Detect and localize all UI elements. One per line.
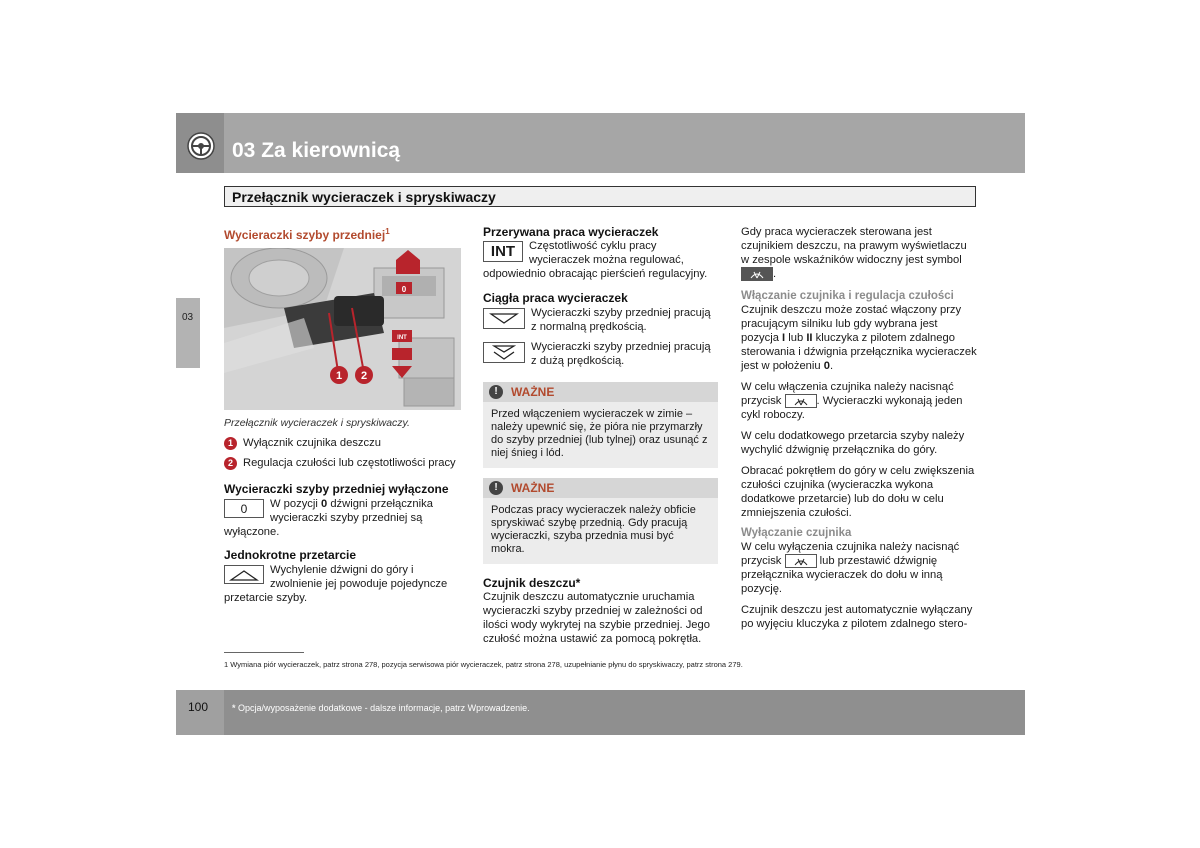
page-number-box xyxy=(176,690,224,735)
rain-sensor-button-icon[interactable] xyxy=(785,554,817,568)
fast-speed-down-icon xyxy=(483,342,525,363)
auto-off-text: Czujnik deszczu jest automatycznie wyłączany po wyjęciu kluczyka z pilotem zdalnego stero- xyxy=(741,604,973,631)
photo-callout-2: 2 xyxy=(360,370,368,382)
continuous-normal-row xyxy=(483,306,718,334)
important-note-text: Podczas pracy wycieraczek należy obficie spryskiwać szybę przednią. Gdy pracują wycieraczki, szyba przednia musi być mokra. xyxy=(491,504,696,555)
column-2 xyxy=(483,225,718,646)
sensor-on-heading: Włączanie czujnika i regulacja czułości xyxy=(741,290,954,303)
continuous-fast-row xyxy=(483,340,718,368)
important-note-2 xyxy=(483,478,718,564)
important-note-header xyxy=(483,382,718,402)
wipers-heading: Wycieraczki szyby przedniej$^1$ xyxy=(224,227,390,242)
interval-wipe-text: Częstotliwość cyklu pracy wycieraczek można regulować, odpowiednio obracając pierścień regulacyjny. xyxy=(483,240,708,280)
rain-sensor-button-icon[interactable] xyxy=(785,394,817,408)
footer-star: * xyxy=(232,703,236,713)
list-item-text: Regulacja czułości lub częstotliwości pracy xyxy=(243,457,456,469)
continuous-normal-text: Wycieraczki szyby przedniej pracują z normalną prędkością. xyxy=(531,307,711,333)
single-wipe-row xyxy=(224,563,461,605)
wipers-off-text: W pozycji 0 dźwigni przełącznika wycieraczki szyby przedniej są wyłączone. xyxy=(224,498,433,538)
chapter-title: 03 Za kierownicą xyxy=(232,139,401,162)
rain-sensor-display-text: Gdy praca wycieraczek sterowana jest czujnikiem deszczu, na prawym wyświetlaczu w zespole wskaźników widoczny jest symbol . xyxy=(741,226,967,280)
footer-note: * Opcja/wyposażenie dodatkowe - dalsze informacje, patrz Wprowadzenie. xyxy=(232,703,530,713)
list-item-text: Wyłącznik czujnika deszczu xyxy=(243,437,381,449)
important-note-text: Przed włączeniem wycieraczek w zimie – należy upewnić się, że pióra nie przymarzły do szyby przedniej (lub tylnej) oraz usunąć z niej śnieg i lód. xyxy=(491,408,708,459)
single-wipe-heading: Jednokrotne przetarcie xyxy=(224,548,357,562)
callout-number-2: 2 xyxy=(224,457,237,470)
sensor-on-text: Czujnik deszczu może zostać włączony przy pracującym silniku lub gdy wybrana jest pozycja I lub II kluczyka z pilotem zdalnego sterowania i dźwignia przełącznika wycieraczek jest w położeniu 0. xyxy=(741,304,977,373)
important-note-title: WAŻNE xyxy=(511,385,555,399)
single-wipe-text: Wychylenie dźwigni do góry i zwolnienie jej powoduje pojedyncze przetarcie szyby. xyxy=(224,564,448,604)
continuous-fast-text: Wycieraczki szyby przedniej pracują z dużą prędkością. xyxy=(531,341,711,367)
important-note-title: WAŻNE xyxy=(511,481,555,495)
normal-speed-down-icon xyxy=(483,308,525,329)
footnote-divider xyxy=(224,652,304,653)
sensor-off-heading: Wyłączanie czujnika xyxy=(741,527,852,540)
sensor-off-text: W celu wyłączenia czujnika należy nacisnąć przycisk lub przestawić dźwignię przełącznika wycieraczek do dołu w inną pozycję. xyxy=(741,541,960,596)
sensitivity-text: Obracać pokrętłem do góry w celu zwiększenia czułości czujnika (wycieraczka wykona dodatkowe przetarcie) lub do dołu w celu zmniejszenia czułości. xyxy=(741,465,975,520)
wiper-stalk-photo xyxy=(224,248,461,410)
single-wipe-up-icon xyxy=(224,565,264,584)
photo-label-int: INT xyxy=(397,335,407,341)
important-note-header xyxy=(483,478,718,498)
wiper-stalk-illustration xyxy=(224,248,461,410)
callout-number-1: 1 xyxy=(224,437,237,450)
interval-wipe-row xyxy=(483,239,718,281)
zero-position-symbol: 0 xyxy=(224,499,264,518)
steering-wheel-icon xyxy=(186,131,216,161)
side-tab-label: 03 xyxy=(182,312,194,323)
rain-sensor-heading: Czujnik deszczu* xyxy=(483,576,581,590)
page-number: 100 xyxy=(188,700,209,714)
exclamation-icon: ! xyxy=(489,481,503,495)
wipers-off-row xyxy=(224,497,461,539)
rain-sensor-text: Czujnik deszczu automatycznie uruchamia wycieraczki szyby przedniej w zależności od ilości wody wykrytej na szybie przedniej. Jego czułość można ustawić za pomocą pokrętła. xyxy=(483,591,710,645)
column-1 xyxy=(224,225,461,605)
extra-wipe-text: W celu dodatkowego przetarcia szyby należy wychylić dźwignię przełącznika do góry. xyxy=(741,430,965,457)
photo-callout-1: 1 xyxy=(335,370,343,382)
exclamation-icon: ! xyxy=(489,385,503,399)
list-item xyxy=(224,436,461,450)
column-3 xyxy=(741,225,977,631)
int-symbol: INT xyxy=(483,241,523,262)
footnote: 1 Wymiana piór wycieraczek, patrz strona 278, pozycja serwisowa piór wycieraczek, patrz strona 278, uzupełnianie płynu do spryskiwaczy, patrz strona 279. xyxy=(224,660,743,669)
footnote-ref: 1 xyxy=(385,227,390,236)
important-note-1 xyxy=(483,382,718,468)
continuous-wipe-heading: Ciągła praca wycieraczek xyxy=(483,291,628,305)
wipers-off-heading: Wycieraczki szyby przedniej wyłączone xyxy=(224,482,449,496)
interval-wipe-heading: Przerywana praca wycieraczek xyxy=(483,225,659,239)
list-item xyxy=(224,456,461,470)
sensor-activate-text: W celu włączenia czujnika należy nacisnąć przycisk . Wycieraczki wykonają jeden cykl roboczy. xyxy=(741,381,963,422)
photo-caption: Przełącznik wycieraczek i spryskiwaczy. xyxy=(224,417,410,429)
rain-sensor-display-icon xyxy=(741,267,773,281)
chapter-side-tab xyxy=(176,298,200,368)
section-title-bar xyxy=(224,186,976,207)
section-title: Przełącznik wycieraczek i spryskiwaczy xyxy=(232,189,496,205)
photo-label-zero: 0 xyxy=(401,285,407,294)
